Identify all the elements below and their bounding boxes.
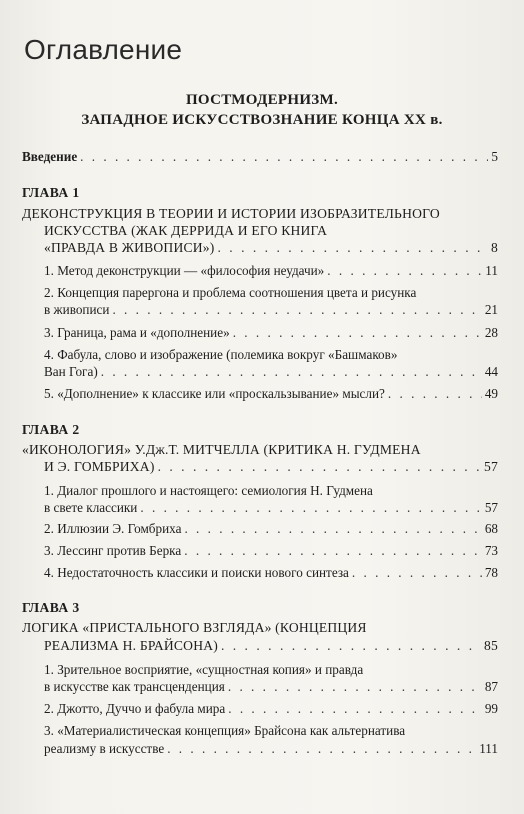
leader-dots: [184, 520, 481, 538]
toc-page-number: 44: [484, 364, 498, 379]
toc-entry-chapter-3[interactable]: [44, 637, 498, 655]
leader-dots: [228, 700, 482, 718]
toc-page-number: 57: [484, 459, 498, 474]
leader-dots: [327, 262, 482, 280]
toc-entry-section[interactable]: [44, 301, 498, 319]
toc-page-number: 57: [484, 500, 498, 515]
toc-page-number: 11: [485, 263, 498, 278]
leader-dots: [388, 385, 482, 403]
section-title[interactable]: 1. Диалог прошлого и настоящего: семиология Н. Гудмена: [44, 483, 373, 498]
book-title-line2: ЗАПАДНОЕ ИСКУССТВОЗНАНИЕ КОНЦА XX в.: [81, 112, 443, 128]
page-heading: Оглавление: [24, 34, 183, 65]
toc-entry-section[interactable]: [44, 564, 498, 582]
section-title: 1. Метод деконструкции — «философия неудачи»: [44, 263, 325, 278]
toc-entry-section[interactable]: [44, 262, 498, 280]
leader-dots: [352, 564, 482, 582]
toc-page-number: 73: [484, 543, 498, 558]
section-title: в свете классики: [44, 500, 138, 515]
toc-page-number: 21: [484, 302, 498, 317]
toc-entry-section[interactable]: [44, 700, 498, 718]
toc-entry-chapter-1[interactable]: [44, 239, 498, 257]
chapter-1-title-line[interactable]: ИСКУССТВА (ЖАК ДЕРРИДА И ЕГО КНИГА: [44, 223, 328, 238]
section-title: 2. Джотто, Дуччо и фабула мира: [44, 701, 226, 716]
toc-page-number: 78: [484, 565, 498, 580]
toc-entry-section[interactable]: [44, 324, 498, 342]
toc-page-number: 99: [484, 701, 498, 716]
chapter-2-label: ГЛАВА 2: [22, 422, 80, 437]
section-title[interactable]: 4. Фабула, слово и изображение (полемика вокруг «Башмаков»: [44, 347, 398, 362]
section-title: в искусстве как трансценденция: [44, 679, 225, 694]
toc-page-number: 8: [491, 240, 498, 255]
chapter-1-title-line: «ПРАВДА В ЖИВОПИСИ»): [44, 240, 215, 255]
leader-dots: [233, 324, 482, 342]
chapter-1-title-line[interactable]: ДЕКОНСТРУКЦИЯ В ТЕОРИИ И ИСТОРИИ ИЗОБРАЗИТЕЛЬНОГО: [22, 206, 440, 221]
section-title: 3. Лессинг против Берка: [44, 543, 182, 558]
section-title: 4. Недостаточность классики и поиски нового синтеза: [44, 565, 349, 580]
toc-entry-section[interactable]: [44, 363, 498, 381]
leader-dots: [228, 678, 482, 696]
chapter-2-title-line[interactable]: «ИКОНОЛОГИЯ» У.Дж.Т. МИТЧЕЛЛА (КРИТИКА Н. ГУДМЕНА: [22, 442, 421, 457]
section-title: Ван Гога): [44, 364, 98, 379]
toc-entry-section[interactable]: [44, 678, 498, 696]
toc-entry-section[interactable]: [44, 385, 498, 403]
toc-page-number: 111: [479, 741, 498, 756]
toc-entry-section[interactable]: [44, 520, 498, 538]
leader-dots: [80, 148, 488, 166]
leader-dots: [158, 458, 481, 476]
toc-entry-section[interactable]: [44, 499, 498, 517]
toc-entry-intro[interactable]: [22, 148, 498, 166]
chapter-3-title-line[interactable]: ЛОГИКА «ПРИСТАЛЬНОГО ВЗГЛЯДА» (КОНЦЕПЦИЯ: [22, 620, 367, 635]
toc-entry-section[interactable]: [44, 740, 498, 758]
toc-entry-label: Введение: [22, 149, 78, 164]
leader-dots: [167, 740, 476, 758]
leader-dots: [112, 301, 481, 319]
toc-entry-chapter-2[interactable]: [44, 458, 498, 476]
toc-page-number: 87: [484, 679, 498, 694]
section-title[interactable]: 3. «Материалистическая концепция» Брайсона как альтернатива: [44, 723, 406, 738]
toc-page-number: 49: [484, 386, 498, 401]
toc-page-number: 68: [484, 521, 498, 536]
section-title[interactable]: 1. Зрительное восприятие, «сущностная копия» и правда: [44, 662, 364, 677]
leader-dots: [101, 363, 482, 381]
leader-dots: [221, 637, 481, 655]
toc-page-number: 5: [491, 149, 498, 164]
section-title: реализму в искусстве: [44, 741, 165, 756]
section-title[interactable]: 2. Концепция парергона и проблема соотношения цвета и рисунка: [44, 285, 417, 300]
leader-dots: [140, 499, 481, 517]
section-title: 5. «Дополнение» к классике или «проскальзывание» мысли?: [44, 386, 385, 401]
chapter-2-title-line: И Э. ГОМБРИХА): [44, 459, 155, 474]
section-title: 3. Граница, рама и «дополнение»: [44, 325, 230, 340]
section-title: в живописи: [44, 302, 110, 317]
toc-entry-section[interactable]: [44, 542, 498, 560]
leader-dots: [184, 542, 482, 560]
toc-page-number: 85: [484, 638, 498, 653]
leader-dots: [217, 239, 488, 257]
book-title-line1: ПОСТМОДЕРНИЗМ.: [185, 92, 339, 108]
chapter-3-label: ГЛАВА 3: [22, 600, 80, 615]
chapter-3-title-line: РЕАЛИЗМА Н. БРАЙСОНА): [44, 638, 218, 653]
section-title: 2. Иллюзии Э. Гомбриха: [44, 521, 182, 536]
toc-page-number: 28: [484, 325, 498, 340]
chapter-1-label: ГЛАВА 1: [22, 185, 80, 200]
